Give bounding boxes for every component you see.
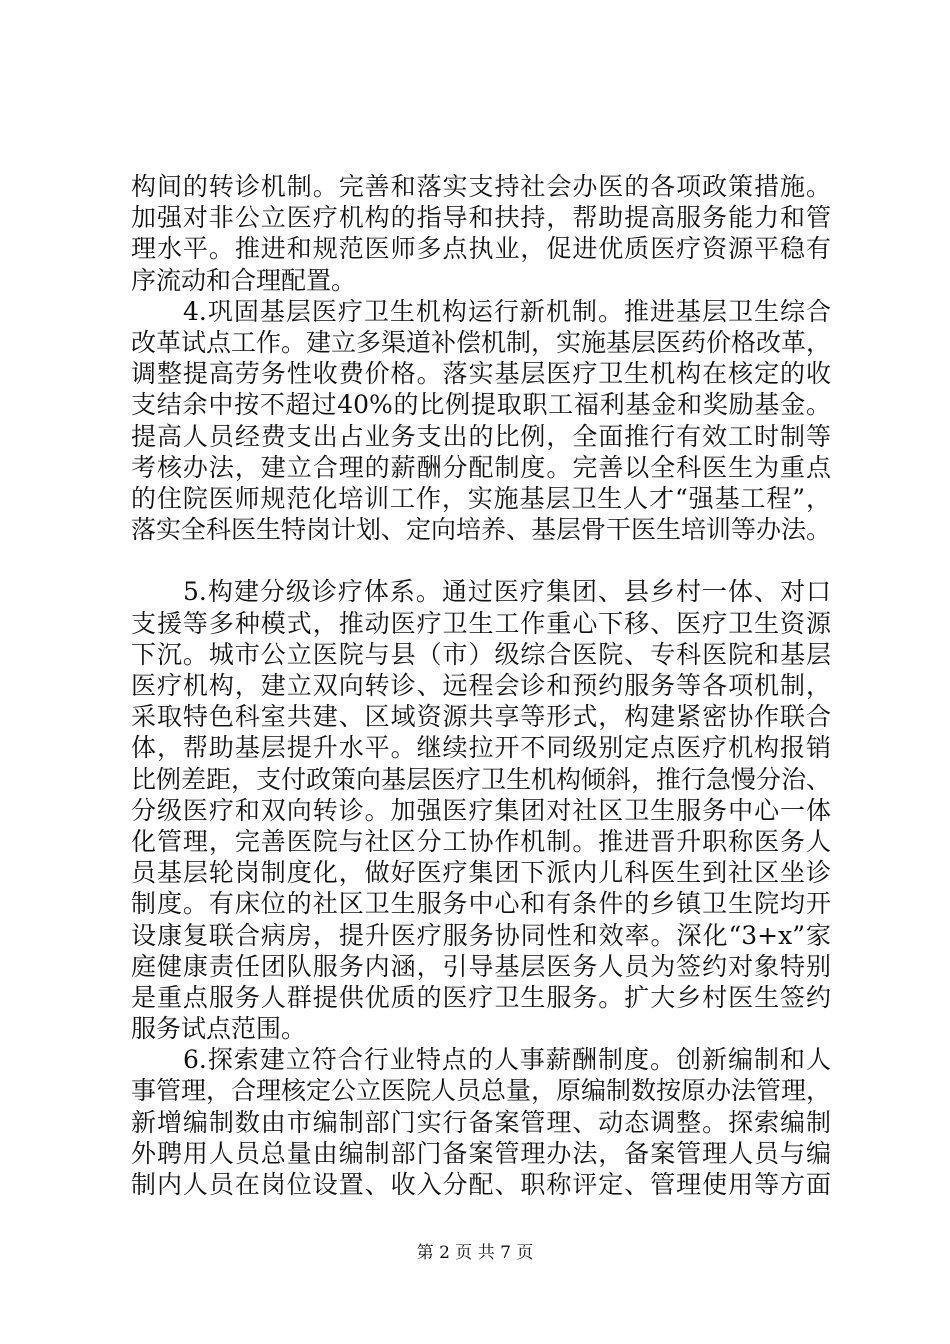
text-line: 落实全科医生特岗计划、定向培养、基层骨干医生培训等办法。 — [131, 515, 832, 545]
text-line: 比例差距，支付政策向基层医疗卫生机构倾斜，推行急慢分治、 — [131, 764, 832, 794]
text-line: 加强对非公立医疗机构的指导和扶持，帮助提高服务能力和管 — [131, 203, 831, 233]
text-line: 制度。有床位的社区卫生服务中心和有条件的乡镇卫生院均开 — [131, 889, 831, 919]
text-line: 4.巩固基层医疗卫生机构运行新机制。推进基层卫生综合 — [131, 296, 831, 326]
text-line: 理水平。推进和规范医师多点执业，促进优质医疗资源平稳有 — [131, 234, 831, 264]
text-line: 事管理，合理核定公立医院人员总量，原编制数按原办法管理， — [131, 1076, 832, 1106]
text-line: 制内人员在岗位设置、收入分配、职称评定、管理使用等方面 — [131, 1170, 831, 1199]
text-line: 分级医疗和双向转诊。加强医疗集团对社区卫生服务中心一体 — [131, 795, 831, 825]
text-line: 调整提高劳务性收费价格。落实基层医疗卫生机构在核定的收 — [131, 359, 831, 389]
text-line: 5.构建分级诊疗体系。通过医疗集团、县乡村一体、对口 — [131, 577, 831, 607]
text-line: 改革试点工作。建立多渠道补偿机制，实施基层医药价格改革， — [131, 327, 832, 357]
text-line: 提高人员经费支出占业务支出的比例，全面推行有效工时制等 — [131, 421, 831, 451]
page-number-footer: 第 2 页 共 7 页 — [416, 1243, 534, 1263]
text-line: 支结余中按不超过40%的比例提取职工福利基金和奖励基金。 — [131, 390, 831, 420]
text-line: 下沉。城市公立医院与县（市）级综合医院、专科医院和基层 — [131, 639, 831, 669]
text-line: 考核办法，建立合理的薪酬分配制度。完善以全科医生为重点 — [131, 452, 831, 482]
text-line: 员基层轮岗制度化，做好医疗集团下派内儿科医生到社区坐诊 — [131, 858, 831, 888]
text-line: 设康复联合病房，提升医疗服务协同性和效率。深化“3+x”家 — [131, 920, 831, 950]
text-line: 新增编制数由市编制部门实行备案管理、动态调整。探索编制 — [131, 1107, 831, 1137]
text-line: 序流动和合理配置。 — [131, 265, 357, 295]
text-line: 是重点服务人群提供优质的医疗卫生服务。扩大乡村医生签约 — [131, 982, 831, 1012]
text-line: 支援等多种模式，推动医疗卫生工作重心下移、医疗卫生资源 — [131, 608, 831, 638]
text-line: 采取特色科室共建、区域资源共享等形式，构建紧密协作联合 — [131, 702, 831, 732]
text-line: 构间的转诊机制。完善和落实支持社会办医的各项政策措施。 — [131, 172, 831, 201]
text-line: 6.探索建立符合行业特点的人事薪酬制度。创新编制和人 — [131, 1045, 831, 1075]
text-line: 庭健康责任团队服务内涵，引导基层医务人员为签约对象特别 — [131, 951, 831, 981]
text-line: 医疗机构，建立双向转诊、远程会诊和预约服务等各项机制， — [131, 671, 831, 700]
text-line: 的住院医师规范化培训工作，实施基层卫生人才“强基工程”， — [131, 483, 831, 513]
text-line: 外聘用人员总量由编制部门备案管理办法，备案管理人员与编 — [131, 1138, 831, 1168]
paragraph-gap — [131, 545, 831, 576]
text-line: 服务试点范围。 — [131, 1014, 307, 1044]
text-line: 体，帮助基层提升水平。继续拉开不同级别定点医疗机构报销 — [131, 733, 831, 763]
text-line: 化管理，完善医院与社区分工协作机制。推进晋升职称医务人 — [131, 826, 831, 856]
document-body — [131, 171, 831, 1200]
